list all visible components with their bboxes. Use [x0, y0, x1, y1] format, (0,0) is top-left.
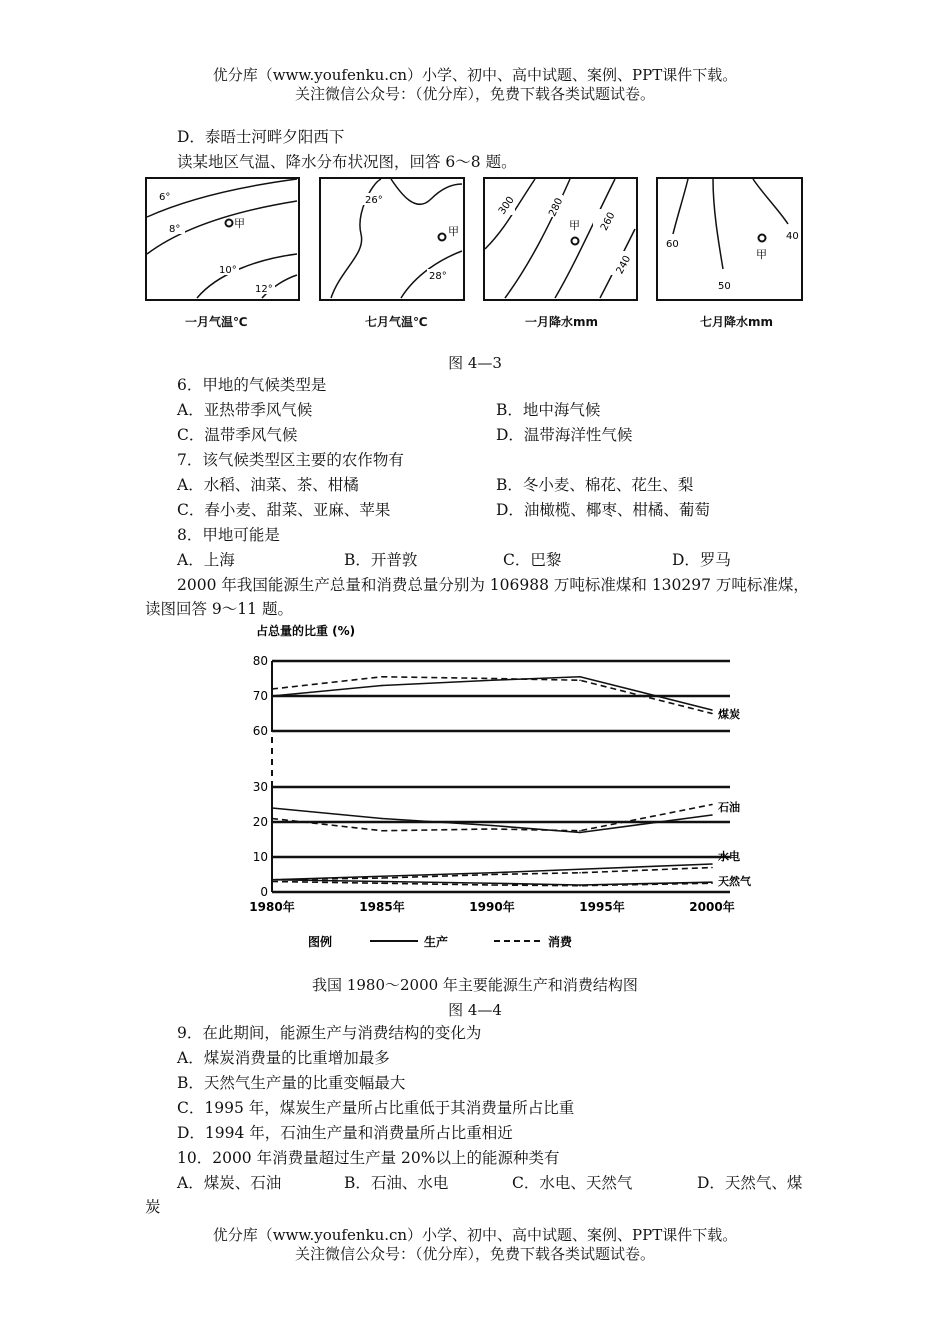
map-jan-temp [145, 177, 300, 301]
figure-caption-4-3: 图 4—3 [448, 354, 502, 372]
data-point [491, 872, 493, 874]
y-tick-label: 60 [252, 724, 268, 738]
legend-production: 生产 [424, 935, 449, 949]
data-point [271, 879, 273, 881]
data-point [711, 814, 713, 816]
map-jan-rain [483, 177, 638, 301]
data-point [491, 884, 493, 886]
question-7: 7．该气候类型区主要的农作物有 [177, 451, 404, 469]
data-point [271, 881, 273, 883]
q9-option-c: C．1995 年，煤炭生产量所占比重低于其消费量所占比重 [177, 1099, 575, 1117]
data-point [381, 685, 383, 687]
series-label: 石油 [718, 801, 740, 814]
isotherm-label: 10° [219, 265, 237, 276]
isotherm-label: 8° [169, 224, 181, 235]
y-tick-label: 20 [252, 815, 268, 829]
isohyet-label: 260 [598, 210, 618, 233]
footer-line-2: 关注微信公众号：（优分库），免费下载各类试题试卷。 [294, 1245, 655, 1263]
q6-option-d: D．温带海洋性气候 [496, 426, 633, 444]
map-title: 一月降水mm [525, 315, 599, 329]
data-point [711, 863, 713, 865]
question-9: 9．在此期间，能源生产与消费结构的变化为 [177, 1024, 482, 1042]
series-label: 水电 [718, 850, 740, 863]
x-tick-label: 1980年 [249, 900, 295, 914]
header-line-1: 优分库（www.youfenku.cn）小学、初中、高中试题、案例、PPT课件下载。 [212, 66, 738, 84]
y-tick-label: 30 [252, 780, 268, 794]
location-marker [226, 220, 233, 227]
q8-option-d: D．罗马 [672, 551, 731, 569]
q6-option-c: C．温带季风气候 [177, 426, 298, 444]
data-point [711, 804, 713, 806]
data-point [381, 881, 383, 883]
legend-consumption: 消费 [548, 935, 573, 949]
data-point [381, 818, 383, 820]
q10-option-d: D．天然气、煤 [697, 1174, 803, 1192]
intro-9-11-line1: 2000 年我国能源生产总量和消费总量分别为 106988 万吨标准煤和 130297 万吨标准煤， [177, 576, 809, 594]
location-marker [572, 238, 579, 245]
x-tick-label: 1995年 [579, 900, 625, 914]
data-point [491, 679, 493, 681]
q9-option-a: A．煤炭消费量的比重增加最多 [177, 1049, 390, 1067]
location-label: 甲 [448, 225, 459, 238]
series-line-石油-消费 [272, 805, 712, 831]
q10-option-d-continued: 炭 [145, 1198, 161, 1216]
data-point [381, 676, 383, 678]
data-point [579, 832, 581, 834]
isotherm-label: 28° [429, 271, 447, 282]
series-label: 煤炭 [718, 708, 740, 721]
q8-option-c: C．巴黎 [503, 551, 562, 569]
energy-structure-chart [240, 618, 751, 958]
data-point [381, 875, 383, 877]
figure-title-4-4: 我国 1980～2000 年主要能源生产和消费结构图 [312, 976, 638, 994]
q8-option-a: A．上海 [177, 551, 235, 569]
y-tick-label: 70 [252, 689, 268, 703]
data-point [711, 882, 713, 884]
series-line-水电-生产 [272, 864, 712, 880]
y-tick-label: 10 [252, 850, 268, 864]
chart-y-axis-title: 占总量的比重 (%) [256, 624, 356, 638]
map-jul-rain [656, 177, 803, 301]
q6-option-a: A．亚热带季风气候 [177, 401, 313, 419]
location-label: 甲 [234, 217, 245, 230]
q7-option-a: A．水稻、油菜、茶、柑橘 [177, 476, 359, 494]
isohyet-label: 300 [496, 194, 517, 217]
q9-option-b: B．天然气生产量的比重变幅最大 [177, 1074, 406, 1092]
data-point [711, 713, 713, 715]
isotherm-label: 6° [159, 192, 171, 203]
intro-6-8: 读某地区气温、降水分布状况图，回答 6～8 题。 [177, 153, 517, 171]
series-line-煤炭-生产 [272, 677, 712, 710]
data-point [271, 818, 273, 820]
q8-option-b: B．开普敦 [344, 551, 418, 569]
isohyet-label: 240 [614, 254, 634, 277]
y-tick-label: 80 [252, 654, 268, 668]
location-marker [759, 235, 766, 242]
question-10: 10．2000 年消费量超过生产量 20%以上的能源种类有 [177, 1149, 560, 1167]
x-tick-label: 1985年 [359, 900, 405, 914]
data-point [491, 678, 493, 680]
data-point [491, 874, 493, 876]
data-point [381, 830, 383, 832]
location-marker [439, 234, 446, 241]
isohyet-label: 280 [547, 196, 566, 219]
data-point [491, 882, 493, 884]
intro-9-11-line2: 读图回答 9～11 题。 [145, 600, 293, 618]
map-title: 七月气温℃ [365, 315, 428, 329]
prev-option-d: D．泰晤士河畔夕阳西下 [177, 128, 345, 146]
data-point [271, 688, 273, 690]
x-tick-label: 2000年 [689, 900, 735, 914]
header-line-2: 关注微信公众号：（优分库），免费下载各类试题试卷。 [294, 85, 655, 103]
q7-option-d: D．油橄榄、椰枣、柑橘、葡萄 [496, 501, 710, 519]
data-point [491, 825, 493, 827]
question-8: 8．甲地可能是 [177, 526, 280, 544]
data-point [381, 877, 383, 879]
data-point [579, 885, 581, 887]
data-point [579, 872, 581, 874]
data-point [491, 828, 493, 830]
location-label: 甲 [756, 248, 767, 261]
data-point [271, 695, 273, 697]
footer-line-1: 优分库（www.youfenku.cn）小学、初中、高中试题、案例、PPT课件下载。 [212, 1226, 738, 1244]
y-tick-label: 0 [260, 885, 268, 899]
q10-option-b: B．石油、水电 [344, 1174, 449, 1192]
q10-option-c: C．水电、天然气 [512, 1174, 633, 1192]
isotherm-label: 26° [365, 195, 383, 206]
data-point [711, 709, 713, 711]
figure-caption-4-4: 图 4—4 [448, 1001, 502, 1019]
isohyet-label: 40 [786, 231, 799, 242]
map-jul-temp [319, 177, 465, 301]
map-title: 七月降水mm [700, 315, 774, 329]
data-point [711, 867, 713, 869]
question-6: 6．甲地的气候类型是 [177, 376, 327, 394]
q10-option-a: A．煤炭、石油 [177, 1174, 282, 1192]
isohyet-label: 60 [666, 239, 679, 250]
data-point [579, 676, 581, 678]
series-label: 天然气 [718, 875, 751, 889]
legend-title: 图例 [308, 935, 333, 949]
location-label: 甲 [569, 219, 580, 232]
data-point [271, 807, 273, 809]
q6-option-b: B．地中海气候 [496, 401, 601, 419]
q9-option-d: D．1994 年，石油生产量和消费量所占比重相近 [177, 1124, 513, 1142]
x-tick-label: 1990年 [469, 900, 515, 914]
data-point [381, 882, 383, 884]
map-title: 一月气温℃ [185, 315, 248, 329]
q7-option-c: C．春小麦、甜菜、亚麻、苹果 [177, 501, 391, 519]
isotherm-label: 12° [255, 284, 273, 295]
isohyet-label: 50 [718, 281, 731, 292]
q7-option-b: B．冬小麦、棉花、花生、梨 [496, 476, 694, 494]
chart-legend [308, 934, 573, 949]
data-point [579, 830, 581, 832]
data-point [579, 868, 581, 870]
data-point [579, 679, 581, 681]
